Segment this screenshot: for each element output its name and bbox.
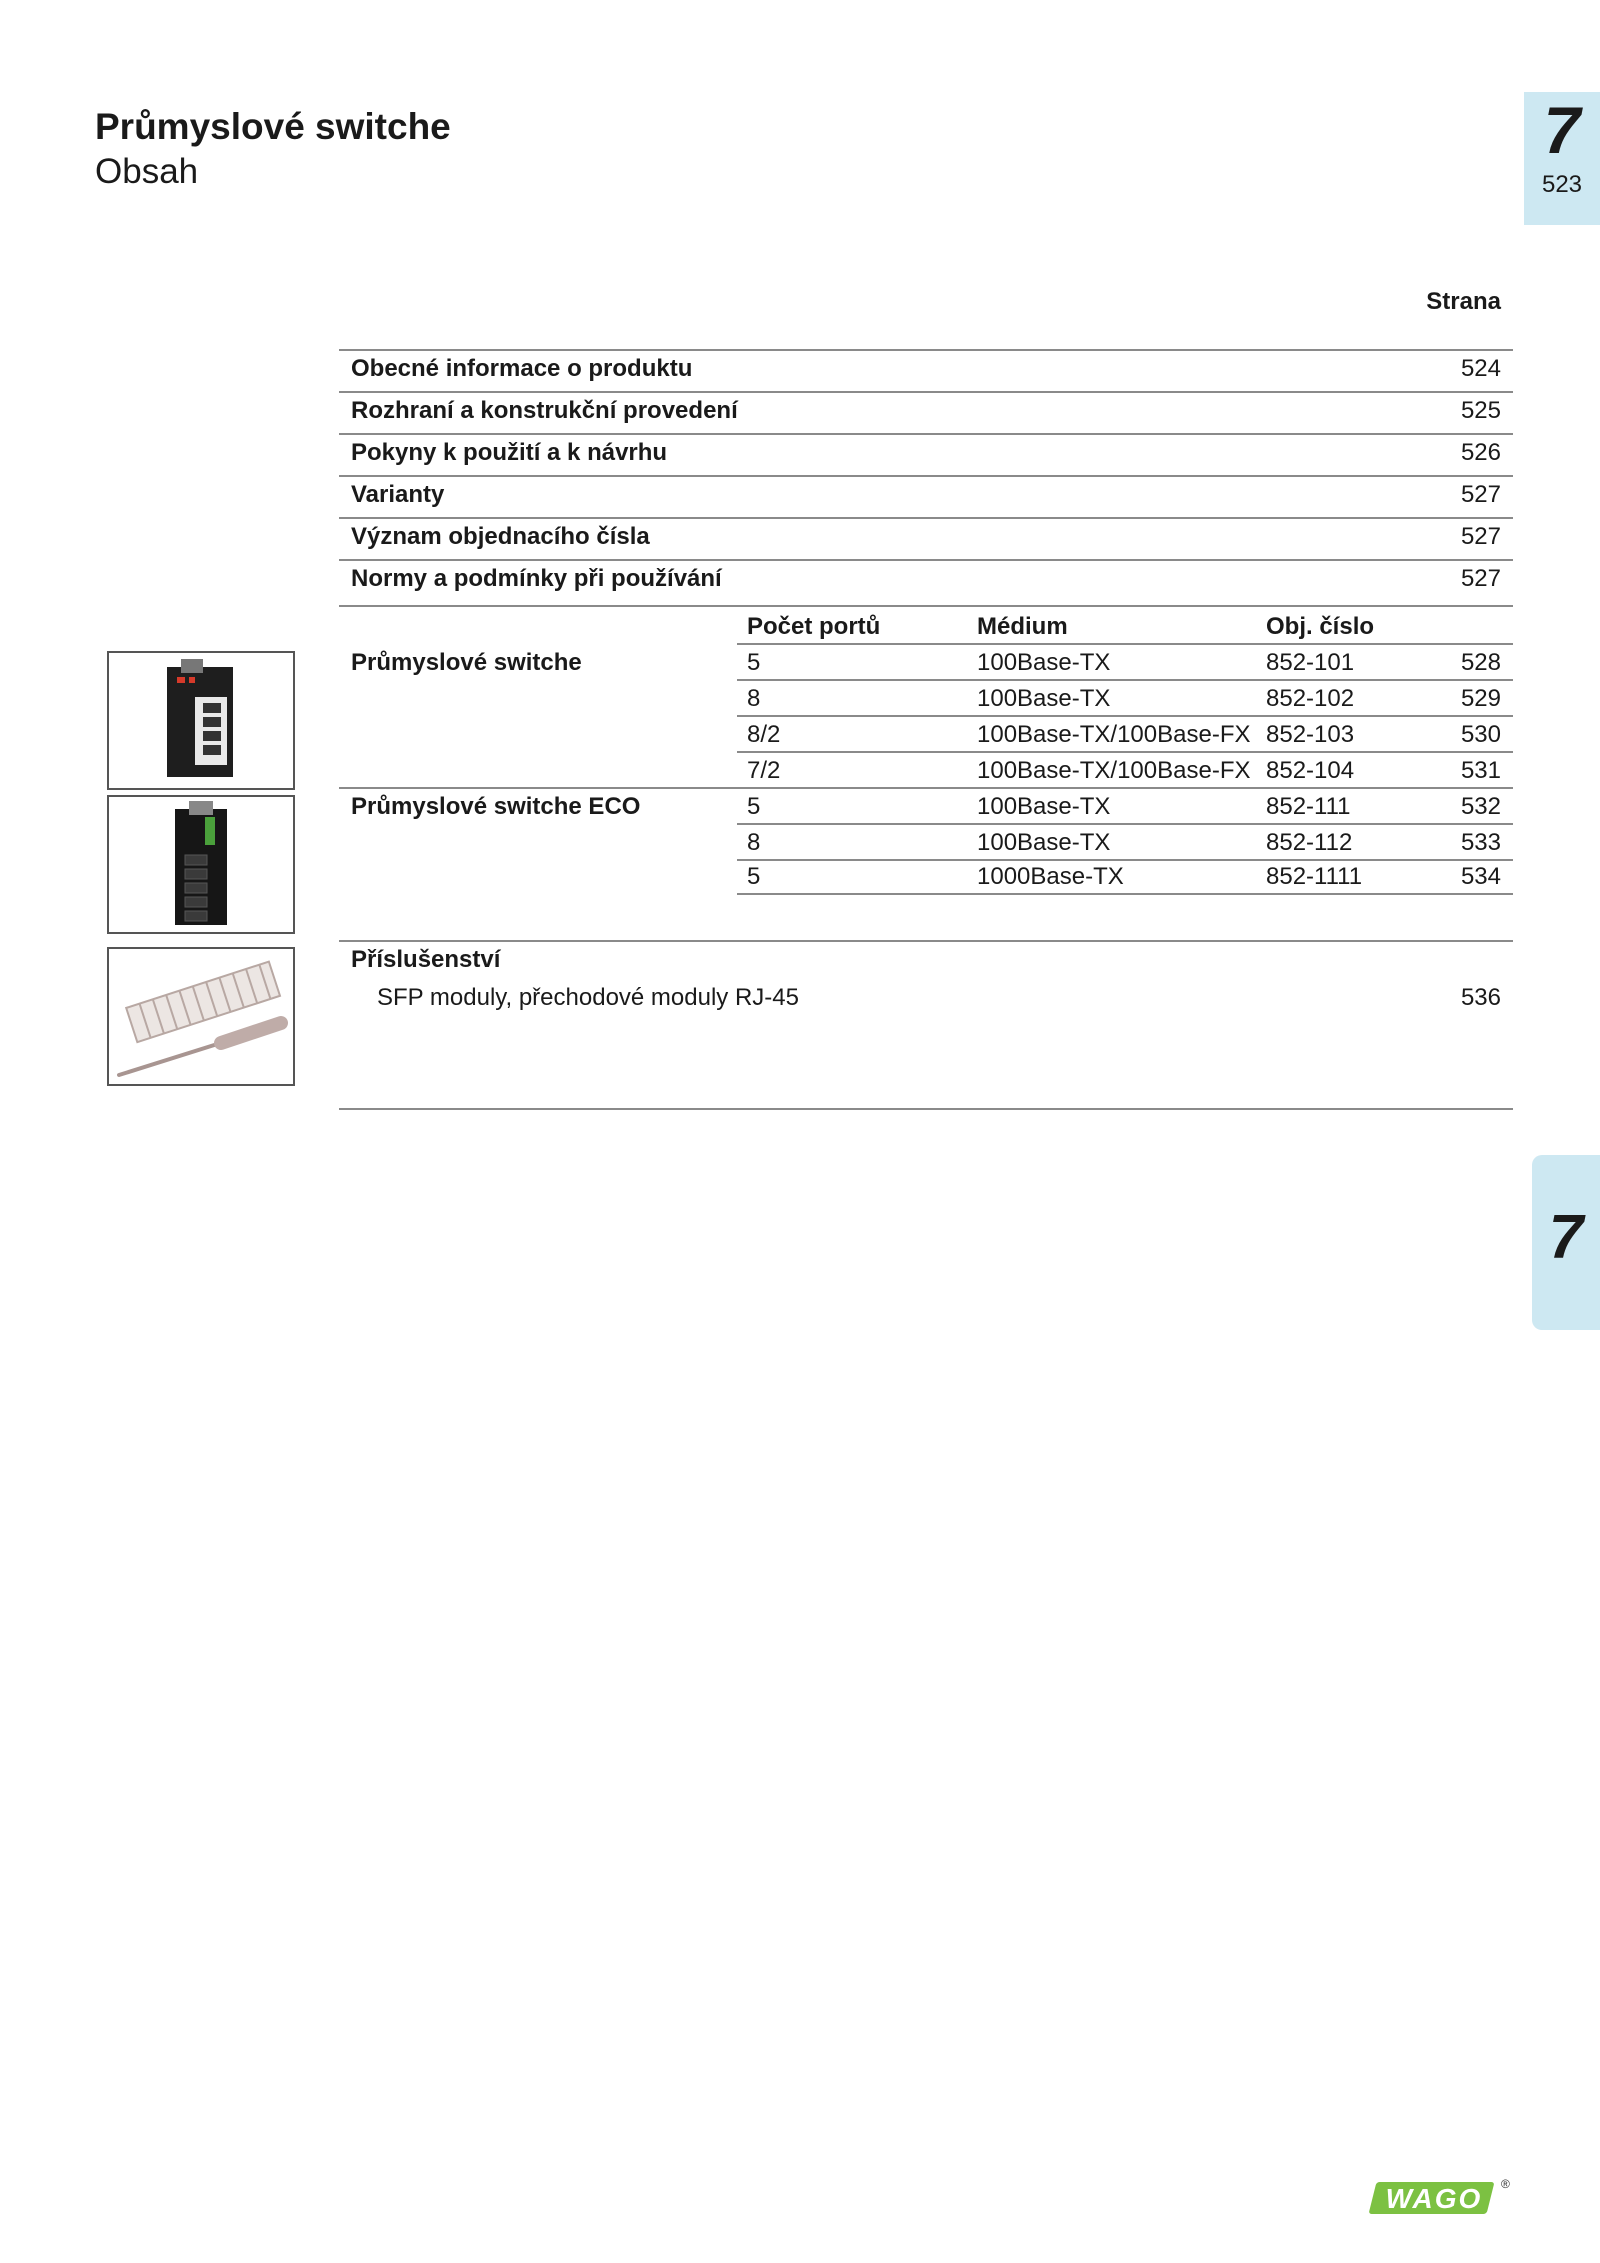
toc-item-page[interactable]: 527 [1460,565,1501,592]
cell-ports: 7/2 [747,757,781,784]
toc-item-page[interactable]: 524 [1460,355,1501,382]
cell-page[interactable]: 528 [1460,649,1501,676]
side-chapter-number: 7 [1548,1203,1584,1272]
divider [737,893,1513,895]
divider [737,859,1513,861]
cell-ports: 8 [747,829,761,856]
cell-medium: 100Base-TX [977,649,1111,676]
divider [339,605,1513,607]
cell-ports: 8 [747,685,761,712]
group-label[interactable]: Průmyslové switche [351,649,582,676]
accessories-title[interactable]: Příslušenství [351,946,501,973]
cell-ports: 5 [747,863,761,890]
cell-medium: 1000Base-TX [977,863,1124,890]
divider [737,715,1513,717]
column-header-ports: Počet portů [747,613,881,640]
page-subtitle: Obsah [95,152,199,191]
cell-medium: 100Base-TX/100Base-FX [977,721,1251,748]
toc-item-page[interactable]: 525 [1460,397,1501,424]
toc-item-label[interactable]: Pokyny k použití a k návrhu [351,439,668,466]
cell-order-number: 852-103 [1266,721,1355,748]
chapter-tab [1524,92,1600,225]
divider [339,349,1513,351]
cell-ports: 5 [747,793,761,820]
cell-order-number: 852-101 [1266,649,1355,676]
page-title: Průmyslové switche [95,106,451,147]
toc-item-label[interactable]: Rozhraní a konstrukční provedení [351,397,738,424]
accessories-page[interactable]: 536 [1460,984,1501,1011]
cell-ports: 8/2 [747,721,781,748]
divider [339,433,1513,435]
cell-order-number: 852-104 [1266,757,1355,784]
divider [737,679,1513,681]
chapter-number: 7 [1543,93,1581,167]
cell-page[interactable]: 532 [1460,793,1501,820]
switch-eco-image [107,795,295,934]
cell-page[interactable]: 529 [1460,685,1501,712]
divider [737,751,1513,753]
toc-item-page[interactable]: 527 [1460,523,1501,550]
divider [339,940,1513,942]
group-label[interactable]: Průmyslové switche ECO [351,793,641,820]
divider [737,823,1513,825]
cell-page[interactable]: 533 [1460,829,1501,856]
cell-page[interactable]: 531 [1460,757,1501,784]
divider [339,517,1513,519]
wago-logo-text: WAGO [1385,2183,1483,2214]
toc-item-label[interactable]: Význam objednacího čísla [351,523,650,550]
toc-item-label[interactable]: Varianty [351,481,445,508]
divider [339,391,1513,393]
cell-medium: 100Base-TX [977,793,1111,820]
cell-ports: 5 [747,649,761,676]
divider [339,1108,1513,1110]
column-header-medium: Médium [977,613,1068,640]
toc-item-page[interactable]: 527 [1460,481,1501,508]
toc-item-label[interactable]: Obecné informace o produktu [351,355,693,382]
cell-order-number: 852-102 [1266,685,1355,712]
cell-page[interactable]: 530 [1460,721,1501,748]
cell-page[interactable]: 534 [1460,863,1501,890]
side-chapter-tab[interactable] [1532,1155,1600,1330]
wago-logo [1368,2176,1508,2220]
column-header-order-number: Obj. číslo [1266,613,1375,640]
divider [339,559,1513,561]
accessories-item[interactable]: SFP moduly, přechodové moduly RJ-45 [377,984,799,1011]
cell-medium: 100Base-TX [977,829,1111,856]
cell-medium: 100Base-TX/100Base-FX [977,757,1251,784]
page-column-header: Strana [1426,288,1501,315]
accessories-image [107,947,295,1086]
cell-order-number: 852-111 [1266,793,1351,820]
toc-item-page[interactable]: 526 [1460,439,1501,466]
switch-image [107,651,295,790]
registered-mark: ® [1501,2177,1510,2191]
page-number: 523 [1541,171,1583,198]
cell-order-number: 852-112 [1266,829,1353,856]
divider [339,787,1513,789]
cell-medium: 100Base-TX [977,685,1111,712]
divider [339,475,1513,477]
divider [737,643,1513,645]
toc-item-label[interactable]: Normy a podmínky při používání [351,565,722,592]
cell-order-number: 852-1111 [1266,863,1363,890]
